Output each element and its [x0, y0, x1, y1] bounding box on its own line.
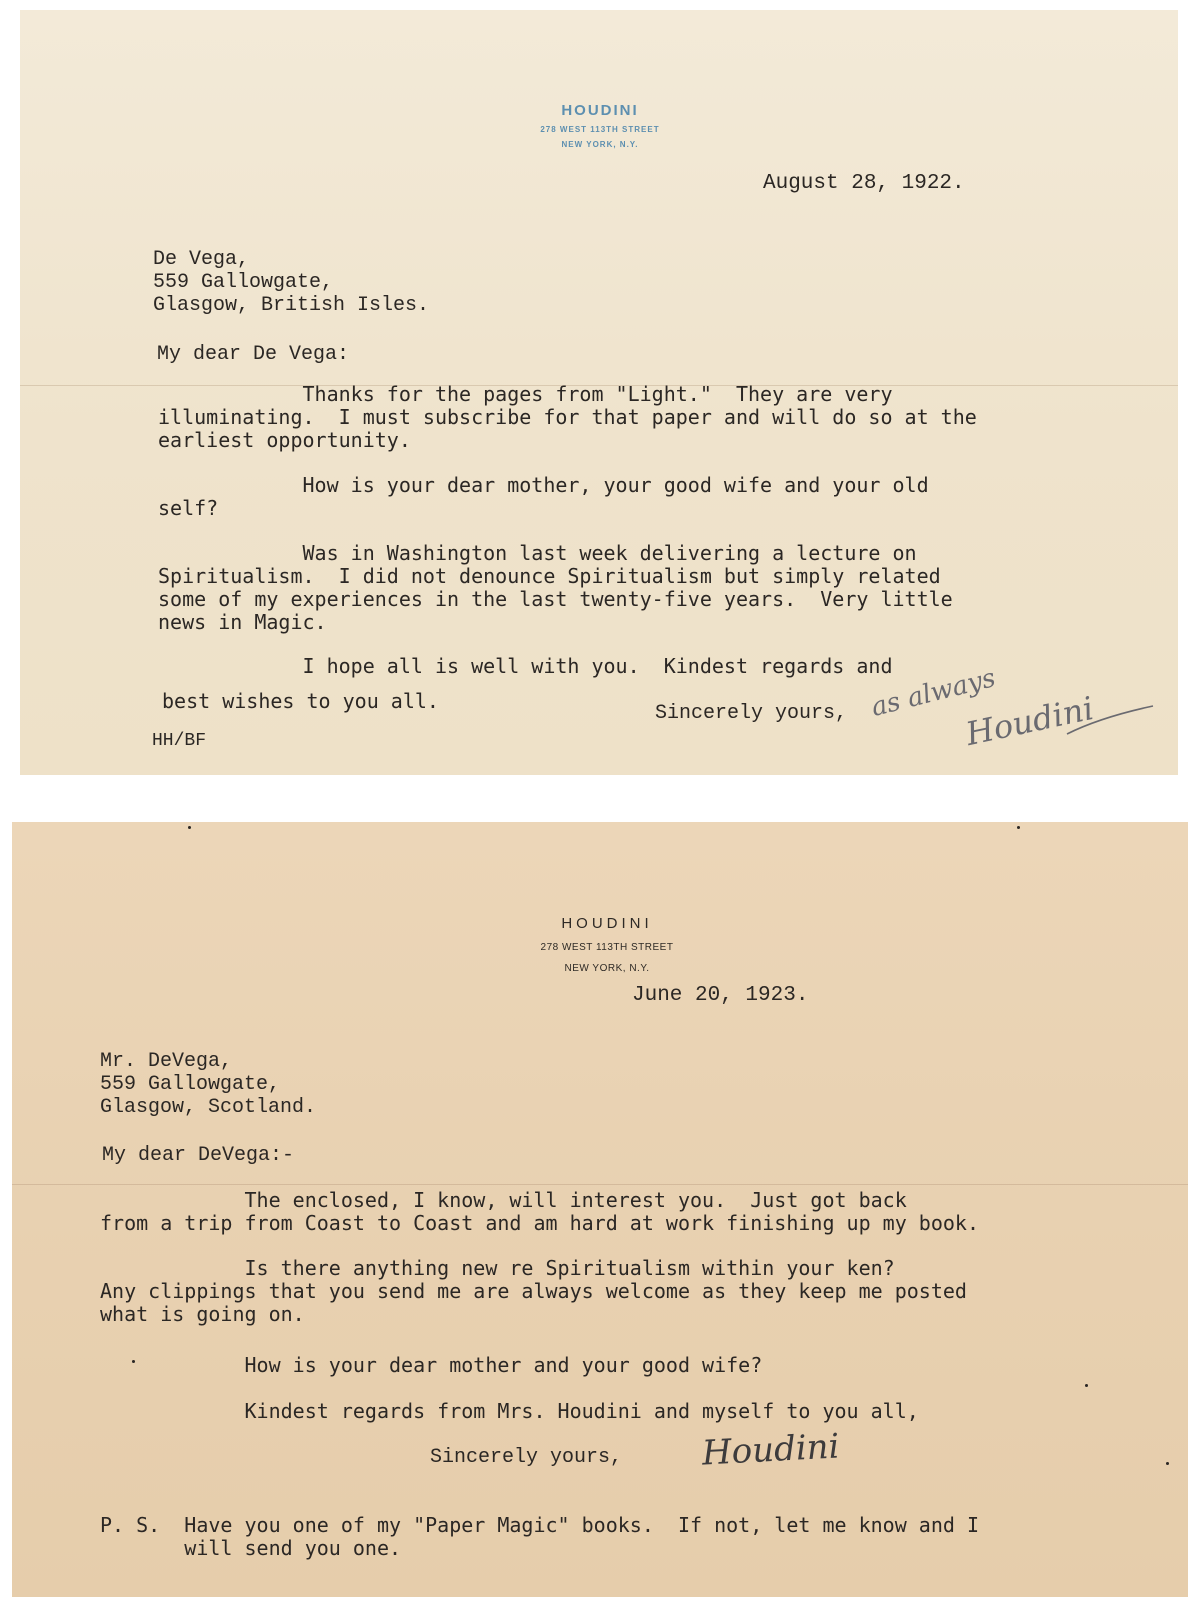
fold-crease	[12, 1184, 1188, 1185]
body-paragraph: The enclosed, I know, will interest you. Just got back from a trip from Coast to Coast and am hard at work finishing up my book.	[100, 1188, 979, 1235]
letterhead	[500, 102, 700, 149]
body-paragraph: How is your dear mother and your good wife?	[100, 1353, 763, 1377]
paper-speck	[1017, 826, 1020, 829]
signature: Houdini	[701, 1426, 841, 1474]
closing: Sincerely yours,	[655, 702, 848, 725]
body-paragraph: Is there anything new re Spiritualism within your ken? Any clippings that you send me are always welcome as they keep me posted what is going on.	[100, 1256, 967, 1326]
body-paragraph: best wishes to you all.	[162, 689, 439, 713]
body-paragraph: Kindest regards from Mrs. Houdini and myself to you all,	[100, 1399, 919, 1423]
paper-speck	[1166, 1462, 1169, 1465]
letterhead-name: HOUDINI	[561, 915, 653, 932]
body-paragraph: Was in Washington last week delivering a lecture on Spiritualism. I did not denounce Spiritualism but simply related some of my experiences in the last twenty-five years. Very little news in Magic.	[158, 541, 953, 634]
paper-speck	[188, 826, 191, 829]
body-paragraph: How is your dear mother, your good wife and your old self?	[158, 473, 929, 520]
letterhead	[487, 915, 727, 974]
letterhead-street: 278 WEST 113TH STREET	[540, 125, 660, 134]
letter-1	[20, 10, 1178, 775]
address-line: 559 Gallowgate,	[153, 271, 334, 294]
body-paragraph: Thanks for the pages from "Light." They are very illuminating. I must subscribe for that paper and will do so at the earliest opportunity.	[158, 382, 977, 452]
letterhead-name: HOUDINI	[561, 102, 639, 119]
paper-speck	[1085, 1384, 1088, 1387]
body-paragraph: I hope all is well with you. Kindest regards and	[158, 654, 893, 678]
signature: Houdini	[962, 688, 1097, 754]
address-line: Mr. DeVega,	[100, 1050, 233, 1073]
letterhead-city: NEW YORK, N.Y.	[564, 963, 650, 974]
address-line: Glasgow, Scotland.	[100, 1096, 317, 1119]
address-line: 559 Gallowgate,	[100, 1073, 281, 1096]
letter-date: June 20, 1923.	[632, 984, 809, 1007]
postscript: P. S. Have you one of my "Paper Magic" books. If not, let me know and I will send you one.	[100, 1513, 979, 1560]
address-line: Glasgow, British Isles.	[153, 294, 430, 317]
salutation: My dear De Vega:	[157, 343, 350, 366]
letterhead-street: 278 WEST 113TH STREET	[540, 942, 674, 953]
letterhead-city: NEW YORK, N.Y.	[561, 140, 639, 149]
closing: Sincerely yours,	[430, 1446, 623, 1469]
salutation: My dear DeVega:-	[102, 1144, 295, 1167]
signature-flourish	[1065, 700, 1155, 740]
address-line: De Vega,	[153, 248, 250, 271]
typist-initials: HH/BF	[152, 731, 207, 751]
handwritten-closing: as always	[868, 663, 999, 723]
letter-date: August 28, 1922.	[763, 172, 965, 195]
letter-2	[12, 822, 1188, 1597]
